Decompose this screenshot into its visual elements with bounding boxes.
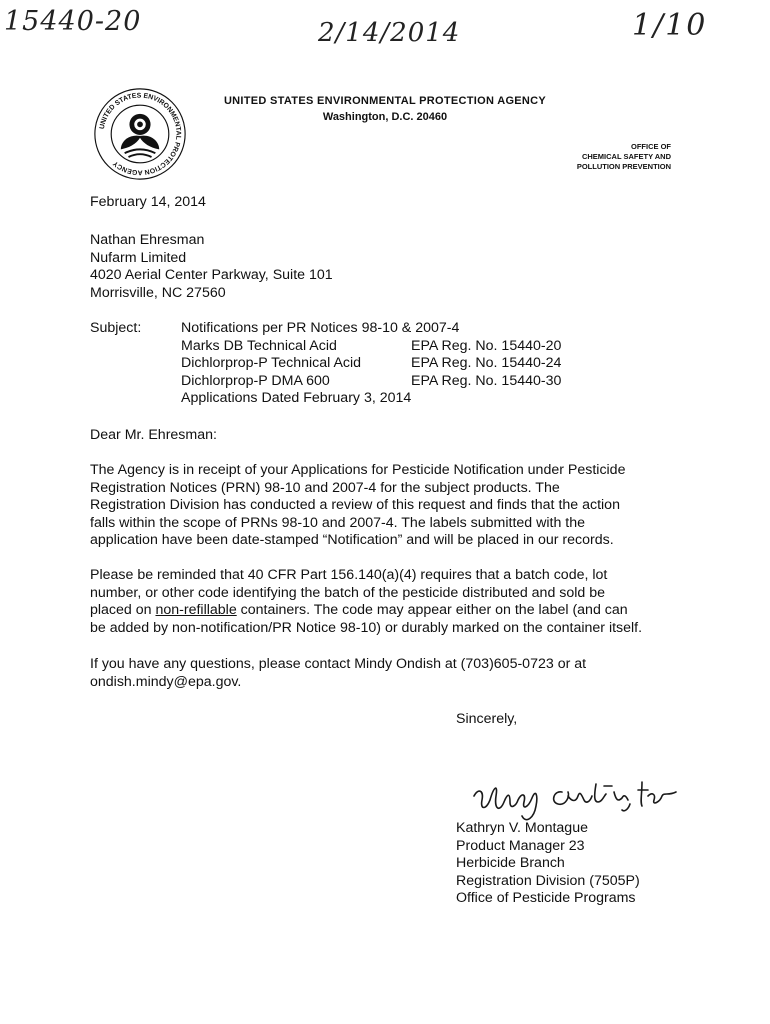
subject-title: Notifications per PR Notices 98-10 & 2007-4 [181, 320, 460, 336]
product-name: Marks DB Technical Acid [181, 337, 337, 354]
paragraph-line: application have been date-stamped “Notification” and will be placed in our records. [90, 532, 614, 549]
paragraph-line: If you have any questions, please contact Mindy Ondish at (703)605-0723 or at [90, 656, 587, 672]
agency-address: Washington, D.C. 20460 [322, 111, 448, 123]
seal-ring-text: UNITED STATES ENVIRONMENTAL PROTECTION AGENCY [98, 92, 182, 176]
underlined-term: non-refillable [155, 602, 237, 619]
office-block [521, 142, 671, 172]
signer-name: Kathryn V. Montague [456, 820, 588, 836]
paragraph-contact [90, 656, 710, 691]
product-name: Dichlorprop-P Technical Acid [181, 355, 362, 372]
signer-title: Product Manager 23 [456, 837, 585, 854]
handwritten-file-number: 15440-20 [4, 6, 142, 37]
product-reg-number: EPA Reg. No. 15440-20 [411, 337, 562, 354]
closing: Sincerely, [456, 711, 518, 727]
paragraph-notification-receipt [90, 462, 710, 550]
product-reg-number: EPA Reg. No. 15440-24 [411, 355, 562, 372]
agency-name: UNITED STATES ENVIRONMENTAL PROTECTION AGENCY [223, 95, 547, 107]
recipient-address [90, 232, 333, 302]
paragraph-line: falls within the scope of PRNs 98-10 and 2007-4. The labels submitted with the [90, 514, 586, 531]
signer-office: Office of Pesticide Programs [456, 890, 636, 907]
recipient-city: Morrisville, NC 27560 [90, 284, 226, 301]
paragraph-text: placed on [90, 602, 156, 619]
paragraph-line: Please be reminded that 40 CFR Part 156.140(a)(4) requires that a batch code, lot [90, 567, 608, 583]
paragraph-line [90, 602, 710, 620]
office-line: OFFICE OF [631, 142, 671, 151]
paragraph-line: Registration Division has conducted a review of this request and finds that the action [90, 497, 620, 514]
salutation: Dear Mr. Ehresman: [90, 427, 217, 443]
recipient-company: Nufarm Limited [90, 249, 187, 266]
product-reg-number: EPA Reg. No. 15440-30 [411, 372, 562, 389]
paragraph-batch-code [90, 567, 710, 637]
applications-date: Applications Dated February 3, 2014 [181, 390, 412, 407]
signer-branch: Herbicide Branch [456, 855, 565, 872]
paragraph-text: containers. The code may appear either on the label (and can [236, 602, 628, 619]
letter-date: February 14, 2014 [90, 194, 206, 210]
paragraph-line: ondish.mindy@epa.gov. [90, 673, 242, 690]
signature-block [456, 820, 640, 908]
office-line: CHEMICAL SAFETY AND [581, 152, 671, 161]
handwritten-page-mark: 1/10 [632, 8, 708, 43]
recipient-street: 4020 Aerial Center Parkway, Suite 101 [90, 267, 333, 284]
product-name: Dichlorprop-P DMA 600 [181, 372, 330, 389]
recipient-name: Nathan Ehresman [90, 232, 205, 248]
subject-label: Subject: [90, 320, 142, 336]
signer-division: Registration Division (7505P) [456, 872, 640, 889]
paragraph-line: number, or other code identifying the batch of the pesticide distributed and sold be [90, 584, 606, 601]
handwritten-date: 2/14/2014 [318, 18, 461, 48]
paragraph-line: Registration Notices (PRN) 98-10 and 2007-4 for the subject products. The [90, 479, 560, 496]
paragraph-line: The Agency is in receipt of your Applications for Pesticide Notification under Pesticide [90, 462, 626, 478]
handwritten-signature [466, 766, 736, 826]
office-line: POLLUTION PREVENTION [576, 162, 671, 171]
paragraph-line: be added by non-notification/PR Notice 98-10) or durably marked on the container itself. [90, 619, 643, 636]
